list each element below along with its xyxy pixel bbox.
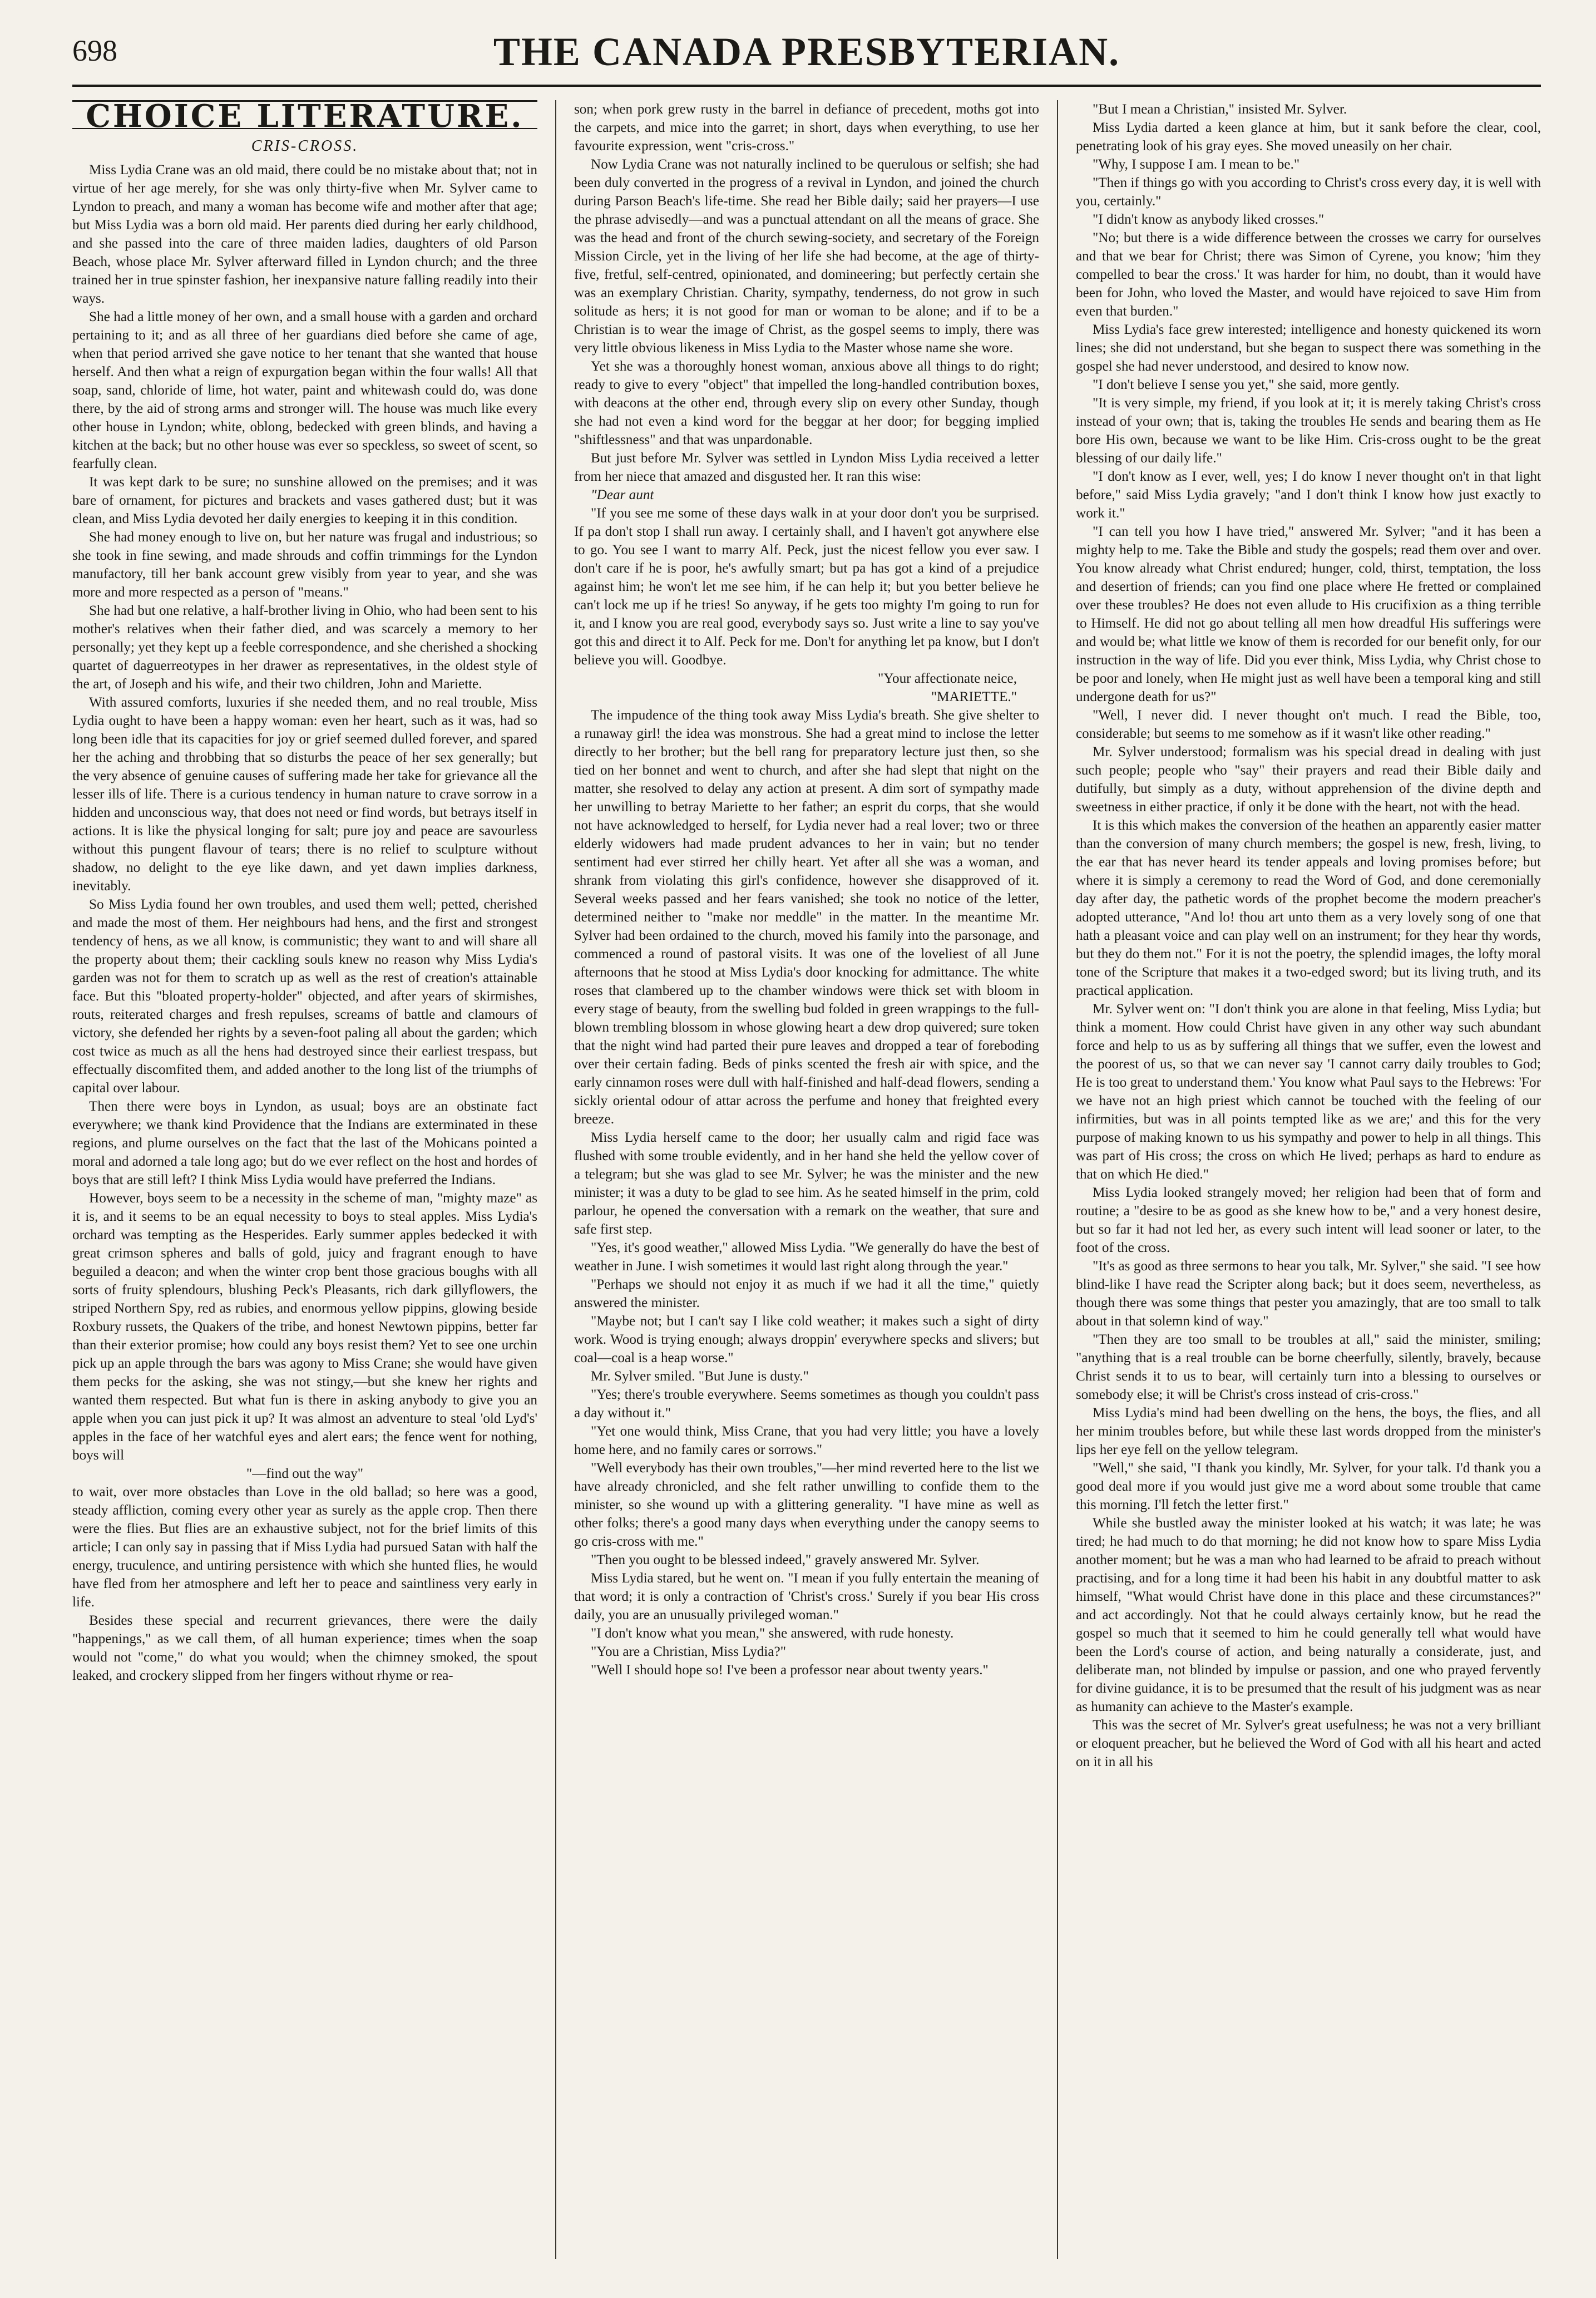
column-1 <box>72 100 537 2259</box>
paragraph: "It is very simple, my friend, if you look at it; it is merely taking Christ's cross instead of your own; that is, taking the troubles He sends and bearing them as He bore His own, because we want to be like Him. Cris-cross ought to be the great blessing of our daily life." <box>1076 396 1541 466</box>
paragraph: "I don't know what you mean," she answered, with rude honesty. <box>591 1626 954 1641</box>
paragraph: "Then they are too small to be troubles at all," said the minister, smiling; "anything that is a real trouble can be borne cheerfully, silently, bravely, because Christ sends it to us to bear, will certainly turn into a blessing to ourselves or somebody else; it will be Christ's cross instead of cris-cross." <box>1076 1332 1541 1402</box>
paragraph: son; when pork grew rusty in the barrel in defiance of precedent, moths got into the carpets, and mice into the garret; in short, days when everything, to use her favourite expression, went "cris-cross." <box>574 102 1039 154</box>
paragraph: She had money enough to live on, but her nature was frugal and industrious; so she took in fine sewing, and made shrouds and coffin trimmings for the Lyndon manufactory, till her bank account grew visibly from year to year, and she was more and more respected as a person of "means." <box>72 530 537 600</box>
paragraph: "Why, I suppose I am. I mean to be." <box>1093 157 1300 172</box>
column-divider <box>555 100 556 2259</box>
paragraph: Miss Lydia's face grew interested; intelligence and honesty quickened its worn lines; she did not understand, but she began to suspect there was something in the gospel she had never understood, and desired to know now. <box>1076 322 1541 374</box>
paragraph: "Perhaps we should not enjoy it as much if we had it all the time," quietly answered the minister. <box>574 1277 1039 1310</box>
paragraph: "I don't believe I sense you yet," she said, more gently. <box>1093 377 1400 392</box>
paragraph: While she bustled away the minister looked at his watch; it was late; he was tired; he had much to do that morning; he did not know how to spare Miss Lydia another moment; but he was a man who had learned to be afraid to preach without practising, and for a long time it had been his habit in any doubtful matter to ask himself, "What would Christ have done in this place and these circumstances?" and act accordingly. Not that he could always certainly know, but he read the gospel so much that it seemed to him he could generally tell what would have been the Lord's course of action, and being naturally a considerate, just, and deliberate man, not blinded by impulse or passion, and one who prayed fervently for divine guidance, it is to be presumed that the result of his judgment was as near as humanity can achieve to the Master's example. <box>1076 1516 1541 1714</box>
paragraph: "Yet one would think, Miss Crane, that you had very little; you have a lovely home here, and no family cares or sorrows." <box>574 1424 1039 1457</box>
paragraph: Now Lydia Crane was not naturally inclined to be querulous or selfish; she had been duly converted in the progress of a revival in Lyndon, and joined the church during Parson Beach's life-time. She read her Bible daily; said her prayers—I use the phrase advisedly—and was a punctual attendant on all the means of grace. She was the head and front of the church sewing-society, and secretary of the Foreign Mission Circle, yet in the living of her life she had become, at the age of thirty-five, fretful, self-centred, opinionated, and domineering; but perfectly certain she was an exemplary Christian. Charity, sympathy, tenderness, do not grow in such solitude as hers; it is not good for man or woman to be alone; and if to be a Christian is to wear the image of Christ, as the gospel seems to imply, there was very little obvious likeness in Miss Lydia to the Master whose name she wore. <box>574 157 1039 356</box>
paragraph: Yet she was a thoroughly honest woman, anxious above all things to do right; ready to give to every "object" that impelled the long-handled contribution boxes, with deacons at the other end, through every slip on every other Sunday, though she had not even a kind word for the beggar at her door; for begging implied "shiftlessness" and that was unpardonable. <box>574 359 1039 447</box>
paragraph: "Well everybody has their own troubles,"—her mind reverted here to the list we have already chronicled, and she felt rather unwilling to confide them to the minister, so she wound up with a glittering generality. "I have mine as well as other folks; there's a good many days when everything under the canopy seems to go cris-cross with me." <box>574 1461 1039 1549</box>
paragraph: Miss Lydia darted a keen glance at him, but it sank before the clear, cool, penetrating look of his gray eyes. She moved uneasily on her chair. <box>1076 120 1541 154</box>
paragraph: to wait, over more obstacles than Love in the old ballad; so here was a good, steady affliction, coming every other year as surely as the apple crop. Then there were the flies. But flies are an exhaustive subject, not for the brief limits of this article; I can only say in passing that if Miss Lydia had pursued Satan with half the energy, truculence, and untiring persistence with which she hunted flies, he would have fled from her atmosphere and left her to peace and saintliness very early in life. <box>72 1485 537 1610</box>
page-number: 698 <box>72 34 117 67</box>
paragraph: "Well," she said, "I thank you kindly, Mr. Sylver, for your talk. I'd thank you a good deal more if you would just give me a word about some trouble that came this morning. I'll fetch the letter first." <box>1076 1461 1541 1512</box>
paragraph: With assured comforts, luxuries if she needed them, and no real trouble, Miss Lydia ought to have been a happy woman: even her heart, such as it was, had so long been idle that its capacities for joy or grief seemed dulled forever, and spared her the aching and throbbing that so disturbs the peace of her sex generally; but the very absence of genuine causes of suffering made her take for grievance all the lesser ills of life. There is a curious tendency in human nature to crave sorrow in a hidden and unconscious way, that does not need or find words, but betrays itself in actions. It is like the physical longing for salt; pure joy and peace are savourless without this pungent flavour of tears; there is no relief to sculpture without shadow, no delight to the eye like dawn, and yet dawn implies darkness, inevitably. <box>72 695 537 894</box>
paragraph: "No; but there is a wide difference between the crosses we carry for ourselves and that we bear for Christ; there was Simon of Cyrene, you know; 'him they compelled to bear the cross.' It was harder for him, no doubt, than it would have been for John, who loved the Master, and would have rejoiced to save Him from even that burden." <box>1076 230 1541 319</box>
paragraph: So Miss Lydia found her own troubles, and used them well; petted, cherished and made the most of them. Her neighbours had hens, and the first and strongest tendency of hens, as we all know, is communistic; they want to and will share all the property about them; their cackling souls knew no reason why Miss Lydia's garden was not for them to scratch up as well as the rest of creation's attainable face. But this "bloated property-holder" objected, and after years of skirmishes, routs, reiterated charges and fresh repulses, screams of battle and clamours of victory, she defended her rights by a seven-foot paling all about the garden; which cost twice as much as all the hens had destroyed since their earliest trespass, but effectually discomfited them, and added another to the long list of the triumphs of capital over labour. <box>72 897 537 1096</box>
masthead-title: THE CANADA PRESBYTERIAN. <box>493 29 1120 74</box>
paragraph: "I didn't know as anybody liked crosses." <box>1093 212 1325 227</box>
story-title: CRIS-CROSS. <box>251 137 359 155</box>
page-header <box>72 22 1541 83</box>
paragraph: Mr. Sylver went on: "I don't think you are alone in that feeling, Miss Lydia; but think a moment. How could Christ have given in any other way such abundant force and help to us as by suffering all things that we suffer, even the lowest and the poorest of us, so that we can never say 'I cannot carry daily troubles to God; He is too great to understand them.' You know what Paul says to the Hebrews: 'For we have not an high priest which cannot be touched with the feeling of our infirmities, but was in all points tempted like as we are;' and this for the very purpose of making known to us his sympathy and power to help in all things. This was part of His cross; the cross on which He lived; perhaps as hard to endure as that on which He died." <box>1076 1002 1541 1182</box>
paragraph: She had but one relative, a half-brother living in Ohio, who had been sent to his mother's relatives when their father died, and was scarcely a memory to her personally; yet they kept up a feeble correspondence, and she cherished a shocking quartet of daguerreotypes in her drawer as representatives, in the oldest style of the art, of Joseph and his wife, and their two children, John and Mariette. <box>72 603 537 692</box>
paragraph: "—find out the way" <box>246 1466 364 1481</box>
paragraph: Miss Lydia stared, but he went on. "I mean if you fully entertain the meaning of that word; it is only a contraction of 'Christ's cross.' Surely if you bear His cross daily, you are an unusually privileged woman." <box>574 1571 1039 1623</box>
column-divider <box>1057 100 1058 2259</box>
paragraph: However, boys seem to be a necessity in the scheme of man, "mighty maze" as it is, and it seems to be an equal necessity to boys to steal apples. Miss Lydia's orchard was tempting as the Hesperides. Early summer apples bedecked it with great crimson spheres and balls of gold, juicy and fragrant enough to have beguiled a deacon; and when the winter crop bent those gracious boughs with all sorts of fruity splendours, blushing Peck's Pleasants, rich dark gillyflowers, the striped Northern Spy, red as rubies, and enormous yellow pippins, glowing beside Roxbury russets, the Quakers of the tribe, and honest Newtown pippins, better far than their exterior promise; how could any boys resist them? Yet to see one urchin pick up an apple through the bars was agony to Miss Crane; she would have given them pecks for the asking, she was not stingy,—but she knew her rights and wanted them respected. But what fun is there in asking anybody to give you an apple when you can just pick it up? It was almost an adventure to steal 'old Lyd's' apples in the face of her watchful eyes and alert ears; the fence went for nothing, boys will <box>72 1191 537 1463</box>
paragraph: It was kept dark to be sure; no sunshine allowed on the premises; and it was bare of ornament, for pictures and brackets and vases gathered dust; but it was clean, and Miss Lydia devoted her daily energies to keeping it in this condition. <box>72 475 537 526</box>
paragraph: "Yes, it's good weather," allowed Miss Lydia. "We generally do have the best of weather in June. I wish sometimes it would last right along through the year." <box>574 1240 1039 1274</box>
paragraph: Besides these special and recurrent grievances, there were the daily "happenings," as we call them, of all human experience; times when the soap would not "come," do what you would; when the chimney smoked, the spout leaked, and crockery slipped from her fingers without rhyme or rea- <box>72 1613 537 1683</box>
paragraph: "I can tell you how I have tried," answered Mr. Sylver; "and it has been a mighty help to me. Take the Bible and study the gospels; read them over and over. You know already what Christ endured; hunger, cold, thirst, temptation, the loss and desertion of friends; can you find one place where He fretted or complained over these troubles? He does not even allude to His crucifixion as a thing terrible to Himself. He did not go about telling all men how dreadful His sufferings were and would be; what little we know of them is recorded for our benefit only, for our instruction in the way of life. Did you ever think, Miss Lydia, why Christ chose to be poor and lonely, when He might just as well have been a temporal king and still undergone death for us?" <box>1076 524 1541 704</box>
section-heading: CHOICE LITERATURE. <box>86 100 524 135</box>
paragraph: Mr. Sylver understood; formalism was his special dread in dealing with just such people; people who "say" their prayers and read their Bible daily and dutifully, but simply as a duty, without apprehension of the divine depth and sweetness in either practice, if only it be done with the heart, not with the head. <box>1076 744 1541 815</box>
column-3 <box>1076 100 1541 2259</box>
paragraph: "If you see me some of these days walk in at your door don't you be surprised. If pa don't stop I shall run away. I certainly shall, and I haven't got anywhere else to go. You see I want to marry Alf. Peck, just the nicest fellow you ever saw. I don't care if he is poor, he's awfully smart; but pa has got a kind of a prejudice against him; he won't let me see him, if he can help it; but you better believe he can't lock me up if he tries! So anyway, if he gets too mighty I'm going to run for it, and I know you are real good, everybody says so. Just write a line to say you've got this and direct it to Alf. Peck for me. Don't for anything let pa know, but I don't believe you will. Goodbye. <box>574 506 1039 668</box>
paragraph: Mr. Sylver smiled. "But June is dusty." <box>591 1369 809 1384</box>
paragraph: "Your affectionate neice, <box>878 671 1017 686</box>
paragraph: The impudence of the thing took away Miss Lydia's breath. She give shelter to a runaway girl! the idea was monstrous. She had a great mind to inclose the letter directly to her brother; but the bell rang for preparatory lecture just then, so she tied on her bonnet and went to church, and after she had slept that night on the matter, she resolved to delay any action at present. A dim sort of sympathy made her unwilling to betray Mariette to her father; an esprit du corps, that she would not have acknowledged to herself, for Lydia never had a real lover; two or three elderly widowers had made prudent advances to her in vain; but no tender sentiment had ever stirred her chilly heart. Yet after all she was a woman, and shrank from violating this girl's confidence, however she disapproved of it. Several weeks passed and her fears vanished; she took no notice of the letter, determined neither to "make nor meddle" in the matter. In the meantime Mr. Sylver had been ordained to the church, moved his family into the parsonage, and commenced a round of pastoral visits. It was one of the loveliest of all June afternoons that he stood at Miss Lydia's door knocking for admittance. The white roses that clambered up to the chamber windows were thick set with bloom in every stage of beauty, from the swelling bud folded in green wrappings to the full-blown trembling blossom in whose glowing heart a dew drop quivered; sure token that the night wind had parted their pure leaves and dropped a tear of foreboding over their certain fading. Beds of pinks scented the fresh air with spice, and the early cinnamon roses were dull with half-finished and half-dead flowers, sending a sickly oriental odour of attar across the perfume and honey that freighted every breeze. <box>574 708 1039 1127</box>
header-rule <box>72 85 1541 87</box>
paragraph: "You are a Christian, Miss Lydia?" <box>591 1644 787 1659</box>
paragraph: Miss Lydia's mind had been dwelling on the hens, the boys, the flies, and all her minim troubles before, but while these last words dropped from the minister's lips her eye fell on the yellow telegram. <box>1076 1406 1541 1457</box>
paragraph: "Yes; there's trouble everywhere. Seems sometimes as though you couldn't pass a day without it." <box>574 1387 1039 1421</box>
paragraph: Then there were boys in Lyndon, as usual; boys are an obstinate fact everywhere; we thank kind Providence that the Indians are exterminated in these regions, and plume ourselves on the fact that the last of the Mohicans pointed a moral and adorned a tale long ago; but do we ever reflect on the host and hordes of boys that are still left? I think Miss Lydia would have preferred the Indians. <box>72 1099 537 1187</box>
newspaper-page <box>72 22 1541 2270</box>
column-2 <box>574 100 1039 2259</box>
paragraph: "MARIETTE." <box>931 689 1017 704</box>
paragraph: Miss Lydia herself came to the door; her usually calm and rigid face was flushed with some trouble evidently, and in her hand she held the yellow cover of a telegram; but she was glad to see Mr. Sylver; he was the minister and the new minister; it was a duty to be glad to see him. As he seated himself in the prim, cold parlour, he opened the conversation with a remark on the weather, that sure and safe first step. <box>574 1130 1039 1237</box>
section-heading-box <box>72 100 537 135</box>
paragraph: It is this which makes the conversion of the heathen an apparently easier matter than the conversion of many church members; the gospel is new, fresh, living, to the ear that has never heard its tender appeals and loving promises before; but where it is simply a ceremony to read the Word of God, and done ceremonially day after day, the pathetic words of the prophet become the modern preacher's adopted utterance, "And lo! thou art unto them as a very lovely song of one that hath a pleasant voice and can play well on an instrument; for they hear thy words, but they do them not." For it is not the poetry, the splendid images, the lofty moral tone of the Scripture that makes it a two-edged sword; but its living truth, and its practical application. <box>1076 818 1541 998</box>
paragraph: Miss Lydia Crane was an old maid, there could be no mistake about that; not in virtue of her age merely, for she was only thirty-five when Mr. Sylver came to Lyndon to preach, and many a woman has become wife and mother after that age; but Miss Lydia was a born old maid. Her parents died during her early childhood, and she passed into the care of three maiden ladies, daughters of old Parson Beach, whose place Mr. Sylver afterward filled in Lyndon church; and the three trained her in true spinster fashion, her inexpansive nature falling readily into their ways. <box>72 162 537 306</box>
paragraph: This was the secret of Mr. Sylver's great usefulness; he was not a very brilliant or eloquent preacher, but he believed the Word of God with all his heart and acted on it in all his <box>1076 1718 1541 1769</box>
paragraph: "Well, I never did. I never thought on't much. I read the Bible, too, considerable; but seems to me somehow as if it wasn't like other reading." <box>1076 708 1541 741</box>
paragraph: "But I mean a Christian," insisted Mr. Sylver. <box>1093 102 1347 117</box>
paragraph: She had a little money of her own, and a small house with a garden and orchard pertaining to it; and as all three of her guardians died before she came of age, when that period arrived she gave notice to her tenant that she wanted that house herself. And then what a reign of expurgation began within the four walls! All that soap, sand, chloride of lime, hot water, paint and whitewash could do, was done there, by the aid of strong arms and stronger will. The house was much like every other house in Lyndon; white, oblong, bedecked with green blinds, and having a kitchen at the back; but no other house was ever so speckless, so sweet of scent, so fearfully clean. <box>72 309 537 471</box>
paragraph: But just before Mr. Sylver was settled in Lyndon Miss Lydia received a letter from her niece that amazed and disgusted her. It ran this wise: <box>574 451 1039 484</box>
paragraph: "Dear aunt <box>591 487 654 502</box>
paragraph: "Maybe not; but I can't say I like cold weather; it makes such a sight of dirty work. Wood is trying enough; always droppin' everywhere specks and slivers; but coal—coal is a heap worse." <box>574 1314 1039 1365</box>
paragraph: "Well I should hope so! I've been a professor near about twenty years." <box>591 1663 989 1678</box>
paragraph: "I don't know as I ever, well, yes; I do know I never thought on't in that light before," said Miss Lydia gravely; "and I don't think I know how just exactly to work it." <box>1076 469 1541 521</box>
paragraph: "Then if things go with you according to Christ's cross every day, it is well with you, certainly." <box>1076 175 1541 209</box>
paragraph: "Then you ought to be blessed indeed," gravely answered Mr. Sylver. <box>591 1552 980 1567</box>
paragraph: Miss Lydia looked strangely moved; her religion had been that of form and routine; a "desire to be as good as she knew how to be," and a very honest desire, but so far it had not led her, as every such intent will lead sooner or later, to the foot of the cross. <box>1076 1185 1541 1255</box>
paragraph: "It's as good as three sermons to hear you talk, Mr. Sylver," she said. "I see how blind-like I have read the Scripter along back; but it does seem, nevertheless, as though there was some things that pester you amazingly, that are too small to talk about in that solemn kind of way." <box>1076 1259 1541 1329</box>
